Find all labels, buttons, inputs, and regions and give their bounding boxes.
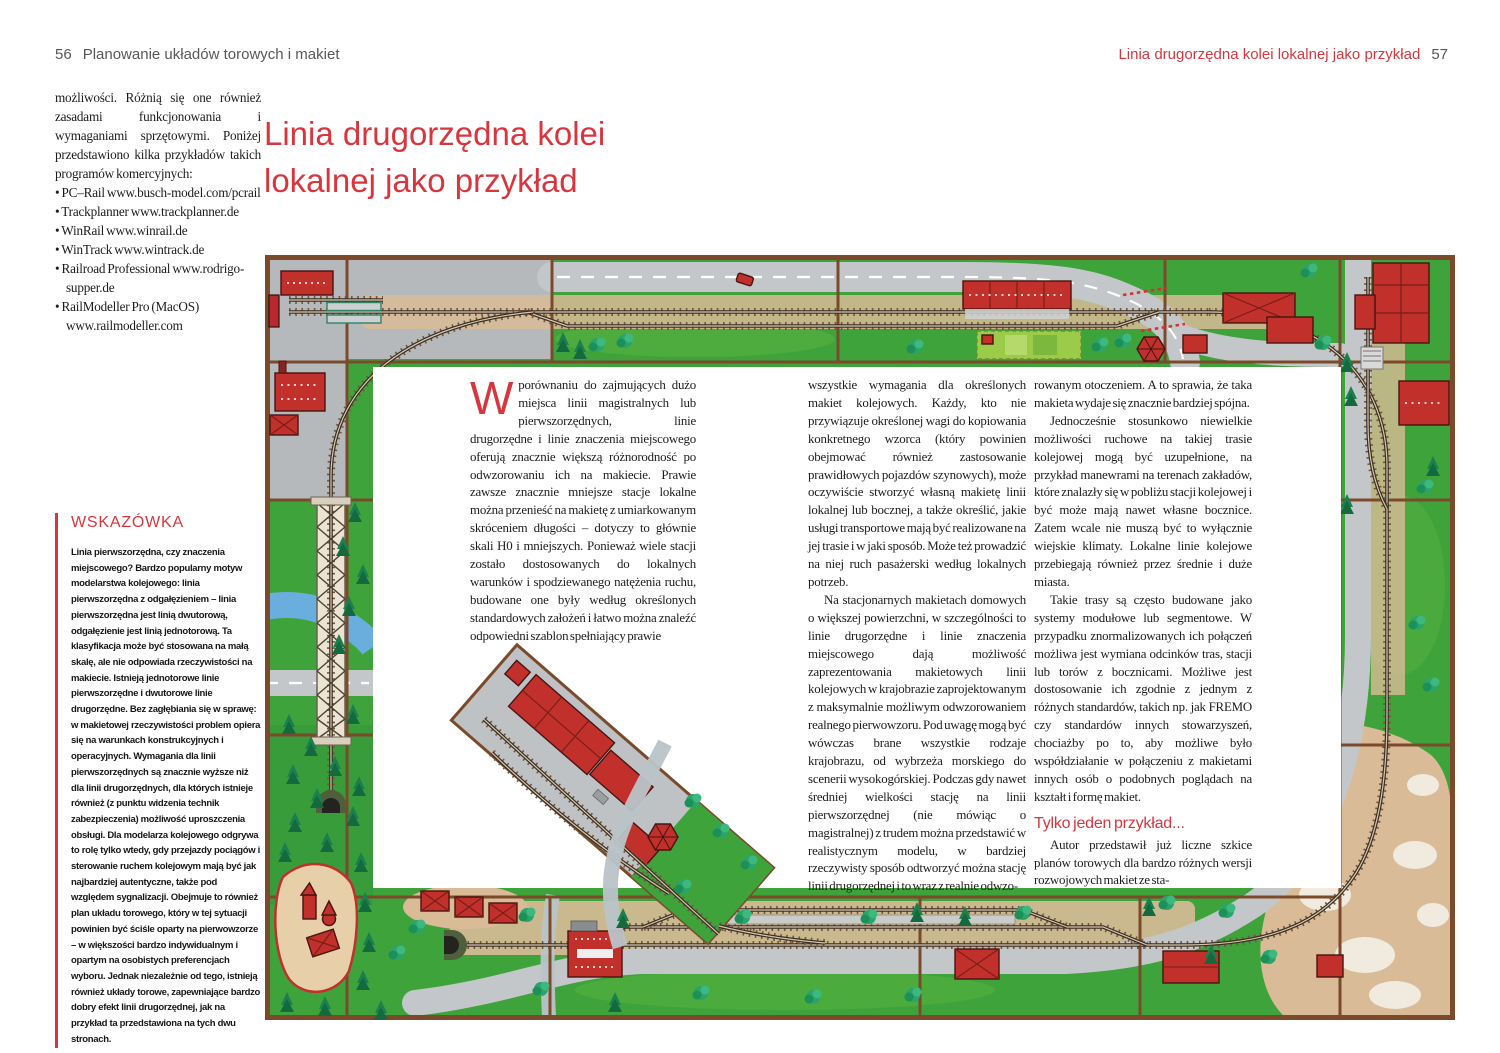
list-item: • Railroad Professional www.rodrigo-supper.de: [55, 259, 261, 297]
house: [421, 891, 449, 911]
article-column-1: [470, 372, 696, 646]
town-row-building: [963, 281, 1071, 319]
page-header-left: [55, 46, 339, 63]
list-item: • WinRail www.winrail.de: [55, 221, 261, 240]
software-list: [55, 183, 261, 335]
warehouse-building: [1399, 381, 1449, 425]
article-paragraph: porównaniu do zajmujących dużo miejsca linii magistralnych lub pierwszorzędnych, linie drugorzędne i linie znaczenia miejscowego oferują znacznie większą różnorodność po odwzorowaniu ich na makiecie. Prawie zawsze znacznie mniejsze stacje lokalne można przenieść na makietę z umiarkowanym skróceniem długości – dotyczy to głównie skali H0 i mniejszych. Ponieważ wiele stacji zostało dostosowanych do lokalnych warunków i spodziewanego natężenia ruchu, budowane one były według określonych standardowych założeń i łatwo można znaleźć odpowiedni szablon spełniający prawie: [470, 378, 696, 643]
drop-cap: W: [470, 372, 514, 424]
tip-body: Linia pierwszorzędna, czy znaczenia miejscowego? Bardzo popularny motyw modelarstwa kolejowego: linia pierwszorzędna z odgałęzieniem – linia pierwszorzędna jest linią dwutorową, odgałęzienie jest linią jednotorową. Ta klasyfikacja może być stosowana na małą skalę, ale nie odpowiada rzeczywistości na makiecie. Istnieją jednotorowe linie pierwszorzędne i dwutorowe linie drugorzędne. Bez zagłębiania się w sprawę: w makietowej rzeczywistości problem opiera się na warunkach konstrukcyjnych i operacyjnych. Wymagania dla linii pierwszorzędnych są znacznie wyższe niż dla linii drugorzędnych, dla których istnieje również (z punktu widzenia technik zabezpieczenia) możliwość uproszczenia obsługi. Dla modelarza kolejowego odgrywa to rolę tylko wtedy, gdy przejazdy pociągów i sterowanie ruchem kolejowym mają być jak najbardziej autentyczne, także pod względem sygnalizacji. Obejmuje to również plan układu torowego, który w tej sytuacji powinien być ściśle oparty na pierwowzorze – w większości bardzo indywidualnym i opartym na osobistych preferencjach wyboru. Jednak niezależnie od tego, istnieją również układy torowe, zapewniające bardzo dobry efekt linii drugorzędnej, jak na przykład ta przedstawiona na tych dwu stronach.: [71, 547, 261, 1045]
house: [270, 415, 298, 435]
article-column-3: [1034, 377, 1252, 890]
page-number-left: 56: [55, 46, 72, 63]
article-paragraph: wszystkie wymagania dla określonych makiet kolejowych. Każdy, kto nie przywiązuje określonej wagi do kopiowania konkretnego wzorca (który powinien obejmować również zastosowanie prawidłowych pojazdów szynowych), może oczywiście stworzyć własną makietę linii lokalnej lub bocznej, a także określić, jakie usługi transportowe mają być realizowane na jej trasie i w jaki sposób. Może też prowadzić na niej ruch pasażerski według lokalnych potrzeb.: [808, 378, 1026, 589]
locomotive: [269, 295, 279, 327]
page-title: Linia drugorzędna kolei lokalnej jako przykład: [264, 115, 606, 200]
tip-heading: WSKAZÓWKA: [71, 514, 184, 531]
platform: [327, 315, 381, 323]
platform: [327, 303, 381, 311]
intro-column: [55, 88, 261, 335]
article-paragraph: Autor przedstawił już liczne szkice planów torowych dla bardzo różnych wersji rozwojowych makiet ze sta-: [1034, 837, 1252, 888]
tip-box: [55, 513, 261, 1048]
list-item: • RailModeller Pro (MacOS) www.railmodeller.com: [55, 297, 261, 335]
intro-lead: możliwości. Różnią się one również zasadami funkcjonowania i wymaganiami sprzętowymi. Poniżej przedstawiono kilka przykładów takich programów komercyjnych:: [55, 90, 261, 181]
hexagonal-building: [1137, 337, 1165, 361]
hexagonal-building: [648, 824, 678, 850]
house: [455, 897, 483, 917]
article-paragraph: Takie trasy są często budowane jako systemy modułowe lub segmentowe. W przypadku znormalizowanych ich połączeń możliwa jest wymiana odcinków tras, stacji lub torów z bocznicami. Możliwe jest dostosowanie ich zgodnie z jednym z różnych standardów, takich np. jak FREMO czy standardów innych stowarzyszeń, chociażby po to, aby możliwe było współdziałanie w połączeniu z makietami innych osób o podobnych poglądach na kształt i formę makiet.: [1034, 592, 1252, 804]
list-item: • Trackplanner www.trackplanner.de: [55, 202, 261, 221]
page-header-left-title: Planowanie układów torowych i makiet: [82, 46, 340, 63]
castle-hill: [275, 864, 357, 992]
house: [489, 903, 517, 923]
article-paragraph: Na stacjonarnych makietach domowych o większej powierzchni, w szczególności to linie drugorzędne i linie znaczenia miejscowego dają możliwość zaprezentowania makietowych linii kolejowych w krajobrazie zaprojektowanym z maksymalnie możliwym odwzorowaniem realnego pierwowzoru. Pod uwagę mogą być wówczas brane wszystkie rodzaje krajobrazu, od wybrzeża morskiego do scenerii wysokogórskiej. Podczas gdy nawet średniej wielkości stację na linii pierwszorzędnej (nie mówiąc o magistralnej) z trudem można przedstawić w realistycznym modelu, w bardziej rzeczywisty sposób odtworzyć można stację linii drugorzędnej i to wraz z realnie odwzo-: [808, 592, 1026, 894]
page-number-right: 57: [1431, 46, 1448, 63]
page-header-right-title: Linia drugorzędna kolei lokalnej jako przykład: [1118, 46, 1421, 63]
page-header-right: [1118, 46, 1448, 63]
article-paragraph: Jednocześnie stosunkowo niewielkie możliwości ruchowe na takiej trasie kolejowej mogą być uzupełnione, na przykład manewrami na terenach zakładów, które znalazły się w pobliżu stacji kolejowej i być może mają nawet własne bocznice. Zatem wcale nie muszą być to wyłącznie wiejskie klimaty. Lokalne linie kolejowe przebiegają również przez średnie i duże miasta.: [1034, 413, 1252, 589]
section-subheading: Tylko jeden przykład...: [1034, 814, 1185, 832]
article-column-2: [808, 377, 1026, 896]
list-item: • PC–Rail www.busch-model.com/pcrail: [55, 183, 261, 202]
article-paragraph: rowanym otoczeniem. A to sprawia, że taka makieta wydaje się znacznie bardziej spójna.: [1034, 378, 1252, 410]
garden-allotments: [977, 331, 1081, 359]
list-item: • WinTrack www.wintrack.de: [55, 240, 261, 259]
